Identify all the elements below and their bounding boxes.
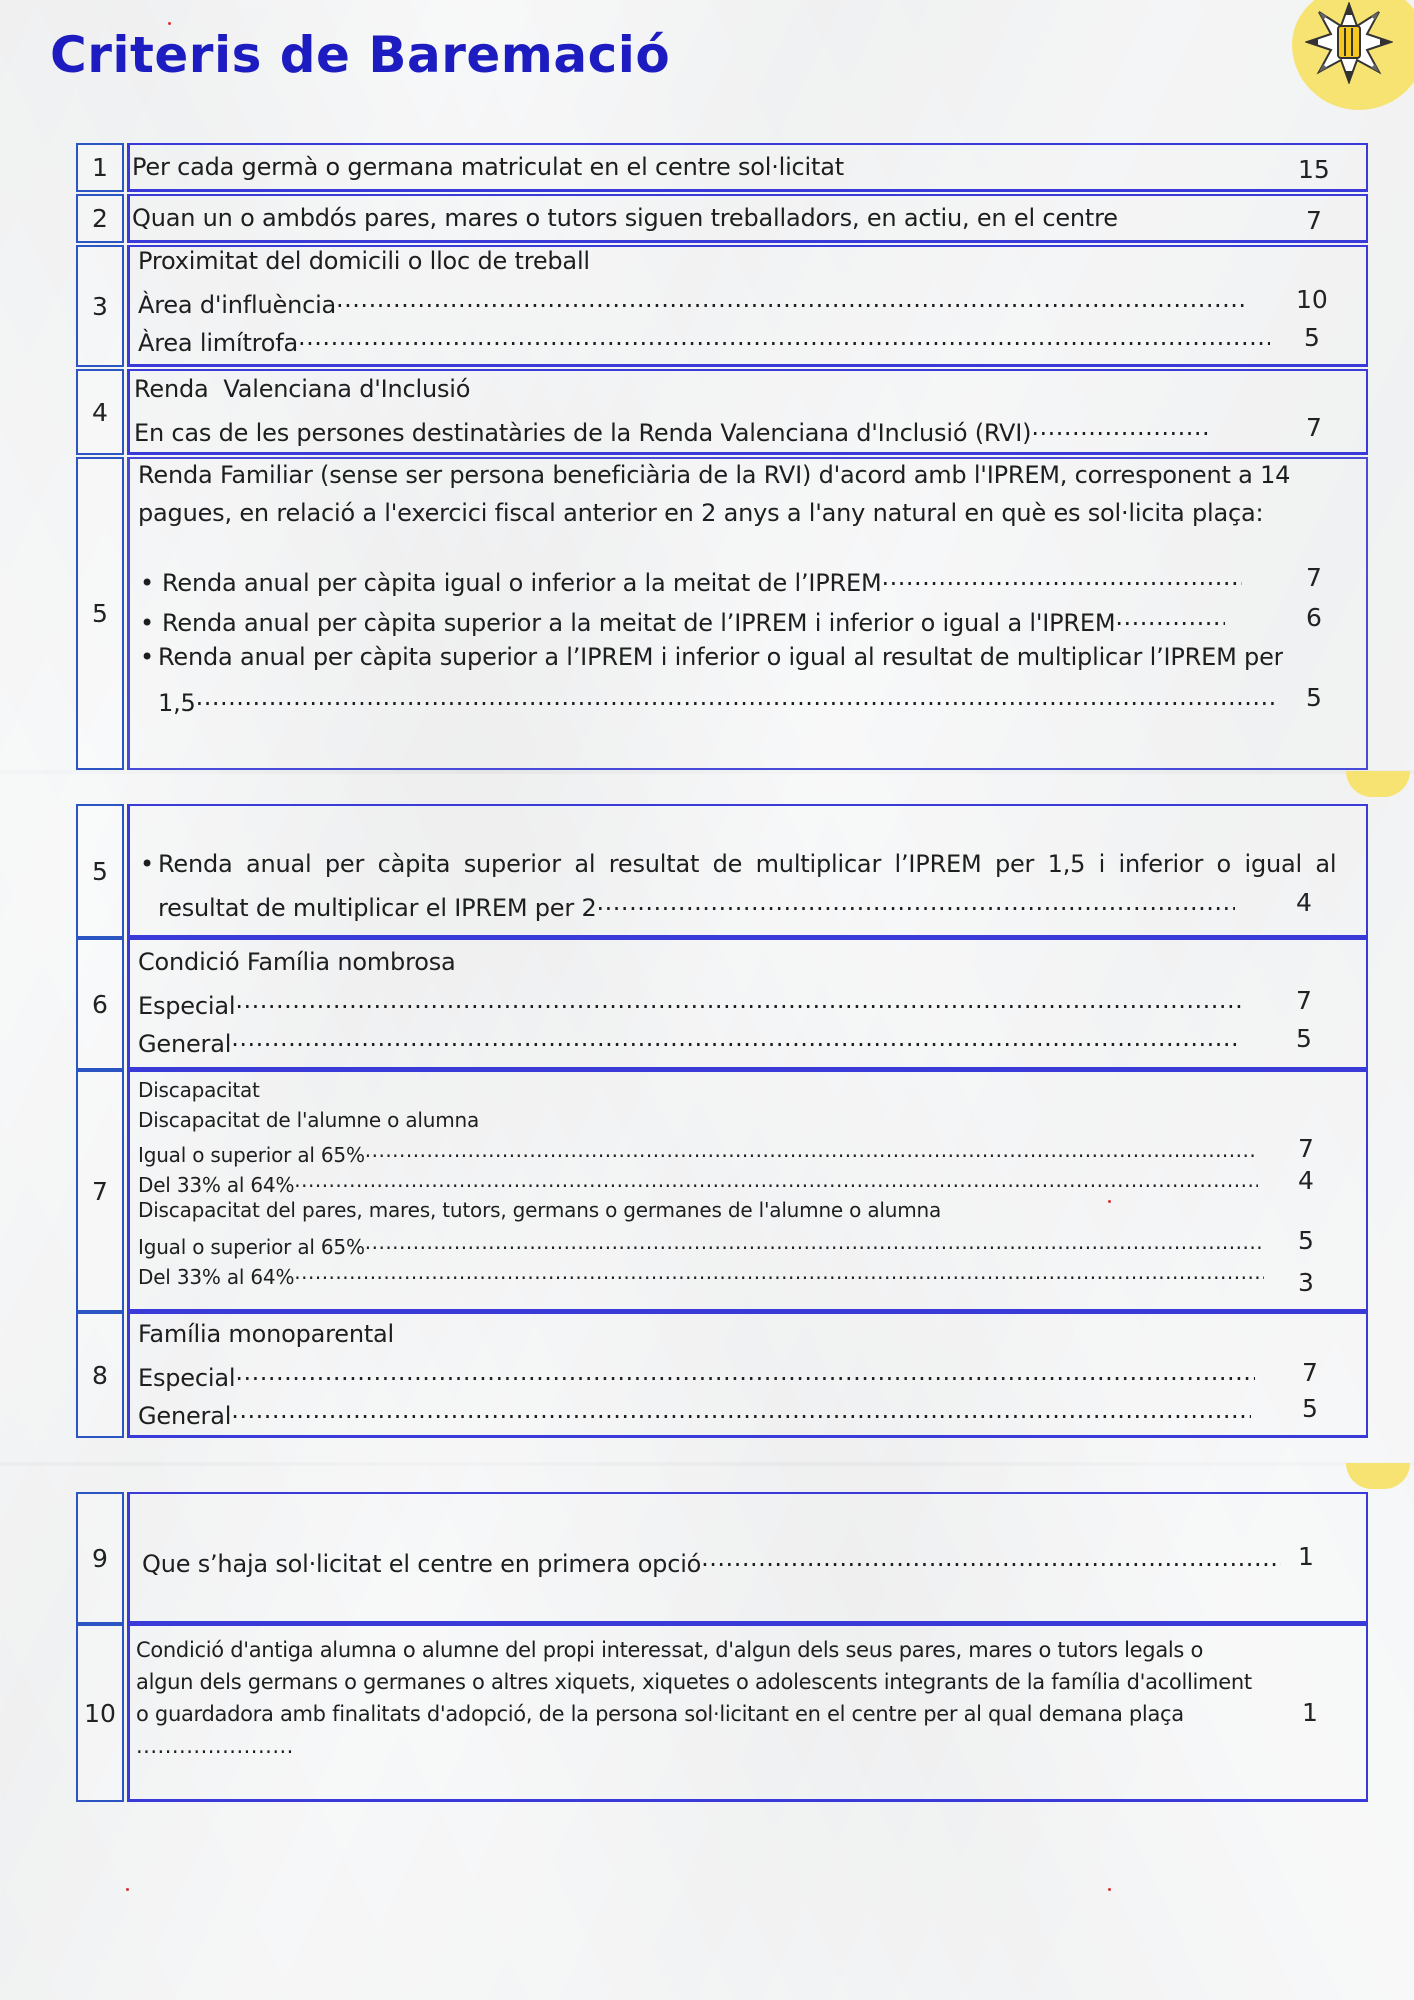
criterion-intro: Renda Familiar (sense ser persona beneficiària de la RVI) d'acord amb l'IPREM, corresponent a 14 <box>138 461 1291 489</box>
criterion-cell <box>127 1624 1368 1802</box>
dot-leader <box>1115 603 1225 631</box>
criterion-option: Del 33% al 64%..... <box>138 1168 1278 1197</box>
criterion-option: En cas de les persones destinatàries de la Renda Valenciana d'Inclusió (RVI)..... <box>134 413 1294 447</box>
paper-speck <box>126 1888 129 1891</box>
criterion-points: 7 <box>1296 986 1312 1015</box>
criterion-cell <box>127 245 1368 367</box>
criterion-heading: Condició Família nombrosa <box>138 948 456 976</box>
dot-leader <box>597 888 1235 916</box>
criterion-heading: Proximitat del domicili o lloc de treball <box>138 247 590 275</box>
dot-leader <box>365 1230 1263 1254</box>
criterion-row-3 <box>76 245 1368 367</box>
criterion-row-4 <box>76 369 1368 455</box>
criterion-text: germans o germanes o altres xiquets, xiquetes o adolescents integrants de la família d'acolliment o guardadora amb <box>136 1670 1252 1726</box>
dot-leader <box>336 285 1246 313</box>
dot-leader <box>365 1138 1257 1162</box>
criterion-number: 2 <box>76 194 124 243</box>
criterion-option: Especial..... <box>138 1358 1278 1392</box>
criterion-points: 15 <box>1298 155 1330 184</box>
criterion-number: 5 <box>76 804 124 938</box>
criterion-heading: Família monoparental <box>138 1320 395 1348</box>
criterion-points: 5 <box>1302 1394 1318 1423</box>
criterion-option: • Renda anual per càpita superior al resultat de multiplicar l’IPREM per 1,5 i inferior o igual al <box>140 850 1337 878</box>
dot-leader <box>701 1544 1281 1572</box>
criterion-heading: Discapacitat <box>138 1078 260 1102</box>
criterion-points: 5 <box>1298 1226 1314 1255</box>
criterion-cell <box>127 938 1368 1070</box>
criterion-cell <box>127 369 1368 455</box>
criterion-points: 5 <box>1304 323 1320 352</box>
criterion-row-6 <box>76 938 1368 1070</box>
criterion-subheading: Discapacitat del pares, mares, tutors, germans o germanes de l'alumne o alumna <box>138 1198 942 1222</box>
criterion-points: 7 <box>1298 1134 1314 1163</box>
criterion-text-block <box>136 1634 1266 1771</box>
bullet-icon: • <box>140 569 154 597</box>
criterion-number: 8 <box>76 1312 124 1438</box>
dot-leader <box>231 1024 1237 1052</box>
dot-leader <box>136 1730 296 1762</box>
criterion-row-5 <box>76 457 1368 770</box>
criterion-option: Àrea d'influència..... <box>138 285 1286 319</box>
bullet-icon: • <box>140 643 154 671</box>
dot-leader <box>235 1358 1255 1386</box>
criterion-points: 4 <box>1298 1166 1314 1195</box>
criterion-number: 5 <box>76 457 124 770</box>
criterion-row-7 <box>76 1070 1368 1312</box>
criterion-points: 3 <box>1298 1268 1314 1297</box>
paper-speck <box>1108 1200 1111 1203</box>
dot-leader <box>294 1168 1258 1192</box>
dot-leader <box>235 986 1245 1014</box>
criterion-option: Del 33% al 64%..... <box>138 1260 1278 1289</box>
criterion-option: Igual o superior al 65%..... <box>138 1230 1278 1259</box>
criterion-text: Quan un o ambdós pares, mares o tutors siguen treballadors, en actiu, en el centre <box>132 204 1118 232</box>
dot-leader <box>1031 413 1211 441</box>
criterion-intro: pagues, en relació a l'exercici fiscal anterior en 2 anys a l'any natural en què es sol·licita plaça: <box>138 499 1264 527</box>
criterion-points: 4 <box>1296 888 1312 917</box>
criterion-text: Condició d'antiga alumna o alumne del propi interessat, d'algun dels seus pares, mares o tutors legals o algun dels <box>136 1638 1203 1694</box>
dot-leader <box>196 683 1274 711</box>
criterion-number: 3 <box>76 245 124 367</box>
criterion-number: 1 <box>76 143 124 192</box>
criterion-option: Especial..... <box>138 986 1278 1020</box>
criterion-subheading: Discapacitat de l'alumne o alumna <box>138 1108 480 1132</box>
criterion-text: Per cada germà o germana matriculat en el centre sol·licitat <box>132 153 844 181</box>
paper-speck <box>168 22 171 25</box>
criterion-option: Que s’haja sol·licitat el centre en primera opció..... <box>142 1544 1282 1578</box>
bullet-icon: • <box>140 850 154 878</box>
dot-leader <box>882 563 1242 591</box>
criterion-cell <box>127 457 1368 770</box>
criterion-option: General..... <box>138 1396 1278 1430</box>
criterion-cell <box>127 1070 1368 1312</box>
criterion-heading: Renda Valenciana d'Inclusió <box>134 375 471 403</box>
criterion-row-2 <box>76 194 1368 243</box>
criterion-points: 7 <box>1306 413 1322 442</box>
page-title: Criteris de Baremació <box>50 26 671 84</box>
criterion-points: 7 <box>1306 206 1322 235</box>
criterion-cell <box>127 804 1368 938</box>
criterion-number: 4 <box>76 369 124 455</box>
criterion-cell <box>127 194 1368 243</box>
criterion-number: 6 <box>76 938 124 1070</box>
criterion-option-continued: resultat de multiplicar el IPREM per 2..... <box>158 888 1278 922</box>
criterion-text: finalitats d'adopció, de la persona sol·licitant en el centre per al qual demana plaça <box>332 1702 1184 1726</box>
criterion-row-5-continued <box>76 804 1368 938</box>
criterion-option: General..... <box>138 1024 1278 1058</box>
criterion-cell <box>127 1312 1368 1438</box>
criterion-cell <box>127 1492 1368 1624</box>
criterion-points: 6 <box>1306 603 1322 632</box>
criterion-points: 5 <box>1296 1024 1312 1053</box>
criterion-row-1 <box>76 143 1368 192</box>
bullet-icon: • <box>140 609 154 637</box>
criterion-points: 10 <box>1296 285 1328 314</box>
criterion-option: • Renda anual per càpita igual o inferior a la meitat de l’IPREM..... <box>140 563 1290 597</box>
criterion-row-8 <box>76 1312 1368 1438</box>
dot-leader <box>294 1260 1264 1284</box>
pencil-star-icon <box>1305 2 1393 84</box>
criterion-option: Àrea limítrofa..... <box>138 323 1286 357</box>
criterion-option-continued: 1,5..... <box>158 683 1286 717</box>
criterion-points: 7 <box>1306 563 1322 592</box>
criterion-points: 1 <box>1298 1542 1314 1571</box>
paper-speck <box>1108 1888 1111 1891</box>
criterion-row-10 <box>76 1624 1368 1802</box>
criterion-cell <box>127 143 1368 192</box>
criterion-points: 1 <box>1302 1698 1318 1727</box>
criterion-number: 9 <box>76 1492 124 1624</box>
dot-leader <box>298 323 1270 351</box>
dot-leader <box>231 1396 1251 1424</box>
criterion-option: • Renda anual per càpita superior a l’IPREM i inferior o igual al resultat de multiplicar l’IPREM per <box>140 643 1284 671</box>
criterion-option: • Renda anual per càpita superior a la meitat de l’IPREM i inferior o igual a l'IPREM..... <box>140 603 1290 637</box>
criterion-number: 10 <box>76 1624 124 1802</box>
criterion-row-9 <box>76 1492 1368 1624</box>
criterion-points: 7 <box>1302 1358 1318 1387</box>
criterion-points: 5 <box>1306 683 1322 712</box>
criterion-number: 7 <box>76 1070 124 1312</box>
criterion-option: Igual o superior al 65%..... <box>138 1138 1278 1167</box>
